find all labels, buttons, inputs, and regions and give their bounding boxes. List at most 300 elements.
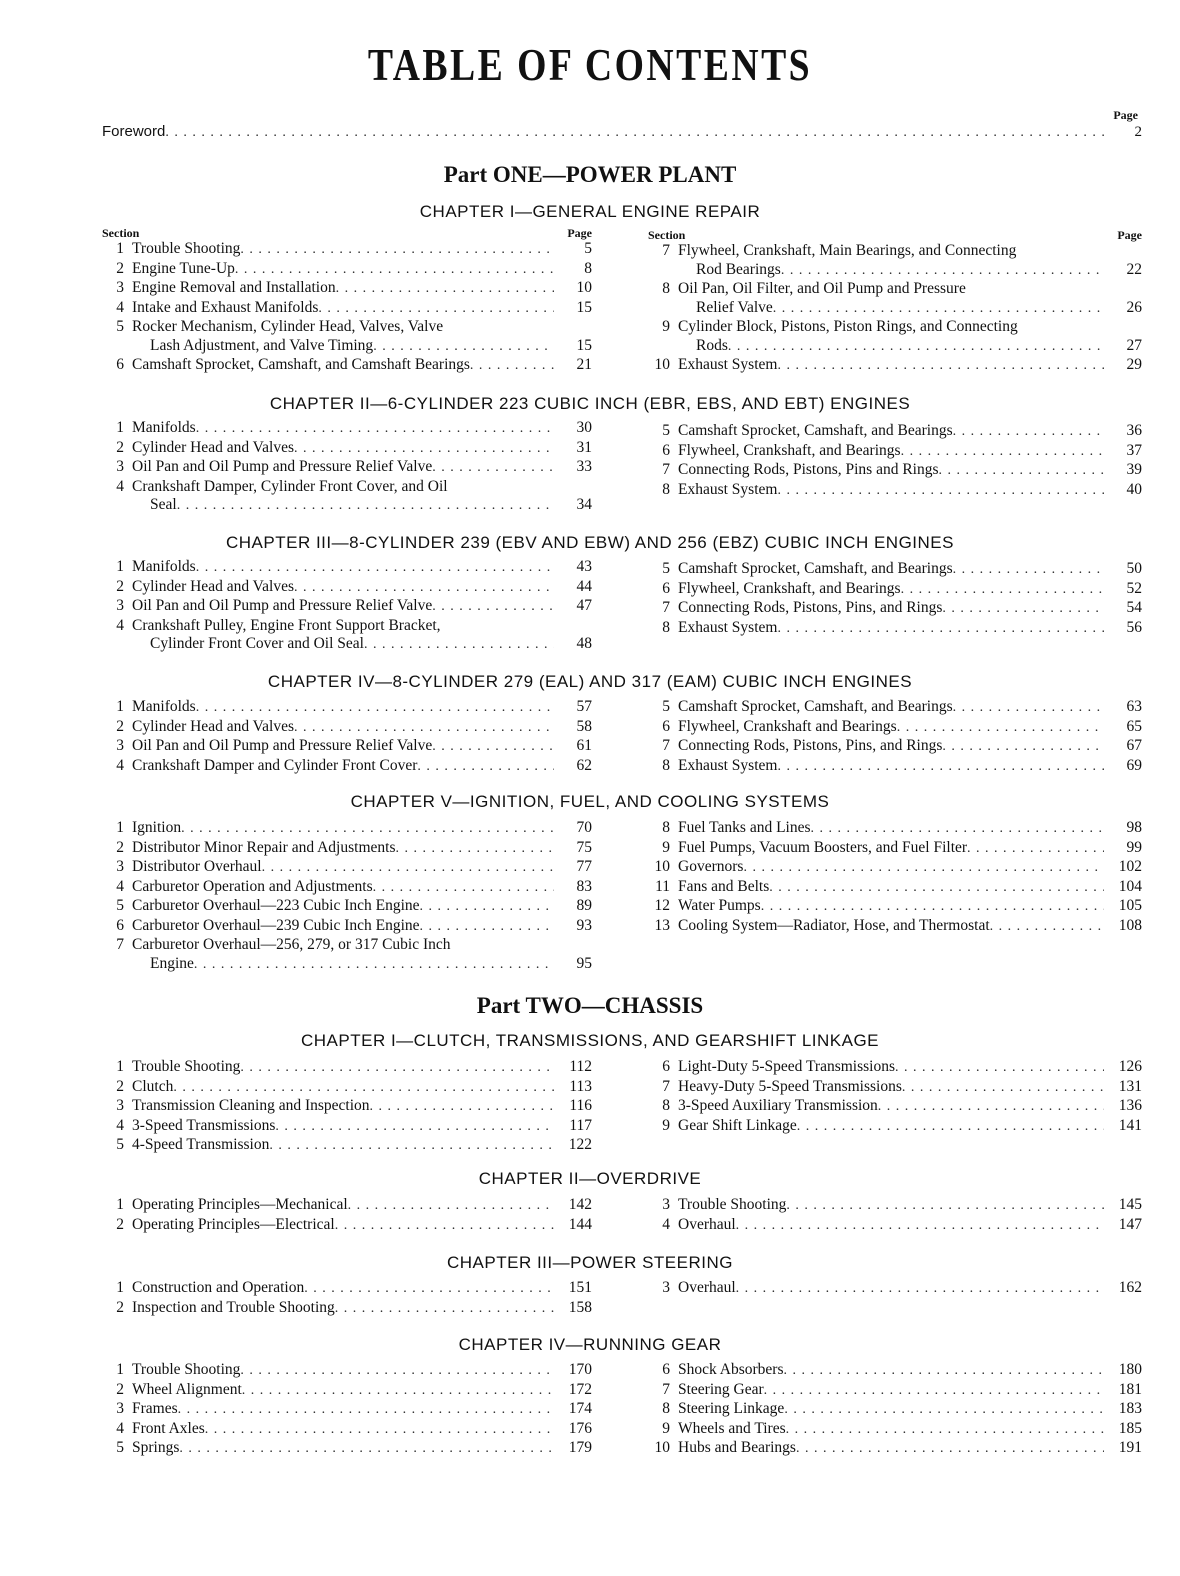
entry-title-line — [132, 718, 554, 738]
section-number: 5 — [662, 560, 670, 577]
entry-title: Hubs and Bearings — [678, 1439, 796, 1456]
entry-title-continued: Lash Adjustment, and Valve Timing — [150, 336, 374, 354]
dot-leader — [242, 1382, 554, 1401]
dot-leader — [786, 1421, 1104, 1440]
toc-column — [648, 1058, 1142, 1136]
dot-leader — [784, 1401, 1104, 1420]
toc-entry-continued[interactable] — [648, 261, 1142, 281]
entry-title: Trouble Shooting — [678, 1196, 787, 1213]
entry-title-line — [678, 878, 1104, 898]
toc-entry[interactable] — [648, 242, 1142, 261]
section-number: 4 — [662, 1215, 670, 1233]
entry-title-line — [678, 1216, 1104, 1236]
toc-entry[interactable] — [102, 936, 592, 955]
entry-title: Water Pumps — [678, 897, 761, 914]
toc-column — [102, 1196, 592, 1235]
dot-leader — [205, 1421, 554, 1440]
toc-entry[interactable] — [102, 1078, 592, 1098]
entry-title: Springs — [132, 1439, 180, 1456]
section-number: 5 — [116, 1439, 124, 1456]
toc-entry-continued[interactable] — [102, 496, 592, 516]
toc-entry[interactable] — [102, 737, 592, 757]
foreword-entry[interactable] — [102, 108, 1142, 141]
dot-leader — [294, 440, 554, 459]
entry-title: Camshaft Sprocket, Camshaft, and Bearings — [678, 560, 953, 577]
entry-title-line — [132, 917, 554, 937]
toc-entry[interactable] — [648, 819, 1142, 839]
entry-title-line — [132, 558, 554, 578]
entry-title: Cylinder Head and Valves — [132, 438, 294, 456]
entry-title: Engine Removal and Installation — [132, 279, 336, 296]
page-number: 180 — [1118, 1361, 1142, 1378]
entry-title-line — [132, 1097, 554, 1117]
entry-title-line — [132, 1279, 554, 1299]
page-number: 179 — [568, 1439, 592, 1456]
section-number: 3 — [116, 597, 124, 614]
toc-entry[interactable] — [648, 917, 1142, 937]
entry-title: Shock Absorbers — [678, 1361, 784, 1378]
dot-leader — [777, 482, 1104, 501]
toc-entry[interactable] — [102, 558, 592, 578]
section-number: 10 — [654, 858, 670, 875]
toc-entry[interactable] — [102, 1361, 592, 1381]
page-number: 95 — [576, 954, 592, 972]
entry-title: Cylinder Head and Valves — [132, 717, 294, 735]
page-number: 75 — [576, 838, 592, 856]
toc-entry[interactable] — [102, 1279, 592, 1299]
toc-entry[interactable] — [648, 599, 1142, 619]
entry-title: Wheel Alignment — [132, 1380, 242, 1398]
toc-column — [102, 1361, 592, 1459]
entry-title-line — [678, 1117, 1104, 1137]
page-number: 21 — [576, 356, 592, 373]
page-number: 15 — [576, 298, 592, 316]
toc-entry[interactable] — [648, 698, 1142, 718]
toc-entry-continued[interactable] — [648, 337, 1142, 357]
toc-entry[interactable] — [102, 1097, 592, 1117]
page-number: 185 — [1118, 1419, 1142, 1437]
section-number: 2 — [116, 838, 124, 856]
entry-title: Connecting Rods, Pistons, Pins, and Rings — [678, 599, 943, 616]
toc-entry[interactable] — [102, 1381, 592, 1401]
toc-entry[interactable] — [102, 878, 592, 898]
entry-title-line — [132, 858, 554, 878]
foreword-label: Foreword — [102, 123, 166, 140]
chapter-heading: CHAPTER II—OVERDRIVE — [478, 1169, 702, 1188]
column-header — [102, 226, 592, 240]
dot-leader — [777, 357, 1104, 376]
entry-title-line — [132, 1216, 554, 1236]
toc-column — [648, 698, 1142, 776]
dot-leader — [773, 300, 1104, 319]
section-number: 1 — [116, 419, 124, 436]
page-number: 26 — [1126, 298, 1142, 316]
chapter-heading: CHAPTER I—CLUTCH, TRANSMISSIONS, AND GEARSHIFT LINKAGE — [300, 1031, 880, 1050]
entry-title: Heavy-Duty 5-Speed Transmissions — [678, 1077, 902, 1095]
toc-entry[interactable] — [648, 1279, 1142, 1299]
section-number: 8 — [662, 1400, 670, 1417]
entry-title-line — [132, 698, 554, 718]
section-number: 10 — [654, 1439, 670, 1456]
dot-leader — [901, 581, 1104, 600]
section-number: 8 — [662, 756, 670, 774]
toc-column — [648, 560, 1142, 638]
dot-leader — [240, 241, 554, 260]
section-number: 7 — [662, 737, 670, 754]
page-number: 8 — [584, 259, 592, 277]
toc-entry[interactable] — [102, 1216, 592, 1236]
toc-column — [648, 422, 1142, 500]
entry-title-line — [678, 917, 1104, 937]
section-number: 7 — [662, 1077, 670, 1095]
dot-leader — [895, 1059, 1104, 1078]
toc-entry[interactable] — [648, 1097, 1142, 1117]
toc-entry[interactable] — [102, 839, 592, 859]
toc-entry[interactable] — [648, 356, 1142, 376]
page-number: 176 — [568, 1419, 592, 1437]
page-number: 105 — [1118, 897, 1142, 914]
toc-entry[interactable] — [648, 619, 1142, 639]
dot-leader — [179, 1440, 554, 1459]
section-number: 8 — [662, 819, 670, 836]
entry-title: Rocker Mechanism, Cylinder Head, Valves, Valve — [132, 318, 444, 335]
toc-entry[interactable] — [102, 1117, 592, 1137]
page-number: 37 — [1126, 441, 1142, 459]
page-number: 116 — [569, 1097, 592, 1114]
dot-leader — [432, 598, 554, 617]
chapter-heading: CHAPTER III—POWER STEERING — [447, 1253, 733, 1272]
entry-title-line — [678, 299, 1104, 319]
entry-title: Crankshaft Damper, Cylinder Front Cover, and Oil — [132, 477, 448, 495]
entry-title-line — [132, 635, 554, 655]
entry-title-line — [678, 1058, 1104, 1078]
section-number: 5 — [116, 1136, 124, 1153]
page-number: 52 — [1126, 579, 1142, 597]
entry-title: Inspection and Trouble Shooting — [132, 1298, 335, 1316]
foreword-page: 2 — [1134, 124, 1142, 140]
entry-title-continued: Seal — [150, 496, 177, 513]
entry-title: Flywheel, Crankshaft, Main Bearings, and Connecting — [678, 242, 1017, 259]
entry-title-line — [132, 1299, 554, 1319]
toc-entry[interactable] — [102, 439, 592, 459]
dot-leader — [269, 1137, 554, 1156]
toc-entry[interactable] — [102, 240, 592, 260]
dot-leader — [275, 1118, 554, 1137]
toc-entry[interactable] — [102, 578, 592, 598]
entry-title: Carburetor Overhaul—239 Cubic Inch Engine — [132, 916, 420, 934]
page-number: 63 — [1126, 698, 1142, 715]
section-number: 3 — [116, 1097, 124, 1114]
section-number: 7 — [662, 599, 670, 616]
page-title: TABLE OF CONTENTS — [367, 39, 813, 90]
toc-column — [648, 228, 1142, 376]
toc-entry[interactable] — [648, 461, 1142, 481]
page-number: 65 — [1126, 717, 1142, 735]
dot-leader — [196, 699, 554, 718]
section-number: 5 — [116, 318, 124, 335]
section-number: 4 — [116, 616, 124, 634]
entry-title-line — [678, 261, 1104, 281]
dot-leader — [728, 338, 1104, 357]
toc-entry[interactable] — [648, 878, 1142, 898]
page-number: 136 — [1118, 1097, 1142, 1114]
section-number: 13 — [654, 916, 670, 934]
entry-title: Trouble Shooting — [132, 1361, 241, 1378]
section-number: 1 — [116, 819, 124, 836]
page-number: 144 — [568, 1215, 592, 1233]
entry-title: Exhaust System — [678, 356, 778, 373]
toc-entry[interactable] — [648, 1420, 1142, 1440]
entry-title-continued: Rods — [696, 336, 728, 354]
toc-entry[interactable] — [102, 279, 592, 299]
toc-entry[interactable] — [102, 897, 592, 917]
entry-title-line — [678, 1279, 1104, 1299]
entry-title: Steering Linkage — [678, 1400, 785, 1417]
entry-title: Cooling System—Radiator, Hose, and Thermostat — [678, 916, 990, 934]
section-number: 7 — [662, 242, 670, 259]
toc-entry[interactable] — [102, 757, 592, 777]
dot-leader — [897, 719, 1104, 738]
entry-title: 3-Speed Transmissions — [132, 1116, 276, 1134]
toc-entry[interactable] — [648, 280, 1142, 299]
toc-entry[interactable] — [648, 1078, 1142, 1098]
section-number: 1 — [116, 1196, 124, 1213]
entry-title-line — [678, 422, 1104, 442]
page-number: 30 — [576, 419, 592, 436]
entry-title-line — [132, 299, 554, 319]
toc-entry-continued[interactable] — [102, 337, 592, 357]
entry-title: Fuel Tanks and Lines — [678, 819, 811, 836]
entry-title: Clutch — [132, 1077, 174, 1095]
section-number: 6 — [116, 356, 124, 373]
entry-title-line — [678, 897, 1104, 917]
entry-title-line — [678, 1381, 1104, 1401]
toc-entry[interactable] — [648, 1439, 1142, 1459]
toc-entry[interactable] — [648, 1117, 1142, 1137]
dot-leader — [781, 262, 1104, 281]
page-number: 181 — [1118, 1380, 1142, 1398]
section-number: 5 — [662, 698, 670, 715]
entry-title-line — [132, 757, 554, 777]
section-number: 1 — [116, 698, 124, 715]
toc-entry[interactable] — [102, 1439, 592, 1459]
toc-entry-continued[interactable] — [102, 635, 592, 655]
toc-entry[interactable] — [648, 1361, 1142, 1381]
dot-leader — [420, 898, 554, 917]
toc-entry[interactable] — [102, 260, 592, 280]
entry-title-line — [132, 1136, 554, 1156]
toc-entry[interactable] — [648, 858, 1142, 878]
dot-leader — [761, 898, 1104, 917]
toc-entry[interactable] — [102, 1299, 592, 1319]
page-number: 191 — [1118, 1439, 1142, 1456]
entry-title: 4-Speed Transmission — [132, 1136, 270, 1153]
toc-entry[interactable] — [102, 819, 592, 839]
dot-leader — [318, 300, 554, 319]
part-one-heading: Part ONE—POWER PLANT — [443, 162, 737, 187]
entry-title: Exhaust System — [678, 618, 778, 636]
dot-leader — [470, 357, 554, 376]
entry-title-line — [132, 1361, 554, 1381]
page-number: 62 — [576, 756, 592, 774]
section-number: 3 — [116, 737, 124, 754]
toc-entry[interactable] — [648, 1381, 1142, 1401]
dot-leader — [942, 600, 1104, 619]
entry-title-line — [132, 439, 554, 459]
entry-title-line — [678, 698, 1104, 718]
entry-title-line — [678, 858, 1104, 878]
page-number: 145 — [1118, 1196, 1142, 1213]
chapter-heading: CHAPTER I—GENERAL ENGINE REPAIR — [419, 202, 761, 221]
section-number: 8 — [662, 1097, 670, 1114]
toc-entry[interactable] — [102, 718, 592, 738]
toc-entry[interactable] — [648, 1216, 1142, 1236]
toc-entry[interactable] — [648, 560, 1142, 580]
toc-entry[interactable] — [648, 1058, 1142, 1078]
section-number: 5 — [662, 422, 670, 439]
section-number: 9 — [662, 1116, 670, 1134]
dot-leader — [953, 561, 1104, 580]
toc-entry[interactable] — [102, 356, 592, 376]
toc-entry[interactable] — [648, 481, 1142, 501]
entry-title-line — [132, 1196, 554, 1216]
dot-leader — [294, 579, 554, 598]
entry-title: Trouble Shooting — [132, 240, 241, 257]
entry-title: Cylinder Block, Pistons, Piston Rings, and Connecting — [678, 318, 1018, 335]
page-number: 39 — [1126, 461, 1142, 478]
toc-entry[interactable] — [102, 597, 592, 617]
dot-leader — [967, 840, 1104, 859]
section-number: 2 — [116, 1077, 124, 1095]
toc-entry[interactable] — [648, 897, 1142, 917]
entry-title: Oil Pan, Oil Filter, and Oil Pump and Pressure — [678, 280, 966, 297]
toc-entry[interactable] — [648, 718, 1142, 738]
toc-entry[interactable] — [102, 419, 592, 439]
dot-leader — [777, 620, 1104, 639]
entry-title-line — [132, 1078, 554, 1098]
dot-leader — [395, 840, 554, 859]
toc-entry-continued[interactable] — [102, 955, 592, 975]
page-number: 98 — [1126, 819, 1142, 836]
entry-title-line — [132, 819, 554, 839]
toc-entry[interactable] — [102, 1136, 592, 1156]
entry-title-continued: Relief Valve — [696, 298, 773, 316]
section-number: 2 — [116, 438, 124, 456]
toc-entry[interactable] — [102, 1400, 592, 1420]
dot-leader — [178, 1401, 554, 1420]
toc-entry[interactable] — [102, 458, 592, 478]
page-column-header: Page — [567, 226, 592, 240]
toc-column — [102, 558, 592, 655]
toc-entry[interactable] — [102, 917, 592, 937]
page-number: 47 — [576, 597, 592, 614]
section-number: 4 — [116, 877, 124, 895]
toc-entry[interactable] — [648, 1400, 1142, 1420]
toc-entry-continued[interactable] — [648, 299, 1142, 319]
page-number: 44 — [576, 577, 592, 595]
toc-entry[interactable] — [102, 1058, 592, 1078]
entry-title-line — [132, 1117, 554, 1137]
toc-entry[interactable] — [102, 1196, 592, 1216]
entry-title: Construction and Operation — [132, 1279, 305, 1296]
page-number: 61 — [576, 737, 592, 754]
section-number: 2 — [116, 1215, 124, 1233]
section-number: 2 — [116, 1298, 124, 1316]
entry-title-line — [132, 279, 554, 299]
entry-title-line — [132, 1058, 554, 1078]
page-number: 151 — [568, 1279, 592, 1296]
toc-entry[interactable] — [102, 1420, 592, 1440]
entry-title: Crankshaft Damper and Cylinder Front Cover — [132, 756, 418, 774]
entry-title-line — [132, 617, 554, 636]
page-number: 36 — [1126, 422, 1142, 439]
section-number: 2 — [116, 577, 124, 595]
page-number: 102 — [1118, 858, 1142, 875]
entry-title: Overhaul — [678, 1215, 736, 1233]
toc-column — [648, 1196, 1142, 1235]
toc-entry[interactable] — [648, 580, 1142, 600]
dot-leader — [364, 636, 554, 655]
entry-title: Connecting Rods, Pistons, Pins and Rings — [678, 461, 939, 478]
entry-title-line — [678, 1196, 1104, 1216]
toc-entry[interactable] — [102, 698, 592, 718]
page-number: 174 — [568, 1400, 592, 1417]
toc-entry[interactable] — [648, 442, 1142, 462]
toc-entry[interactable] — [102, 858, 592, 878]
section-number: 10 — [654, 356, 670, 373]
entry-title-line — [132, 839, 554, 859]
toc-entry[interactable] — [648, 757, 1142, 777]
entry-title-line — [132, 240, 554, 260]
toc-entry[interactable] — [648, 318, 1142, 337]
dot-leader — [348, 1197, 554, 1216]
entry-title: Carburetor Operation and Adjustments — [132, 877, 373, 895]
page-number: 104 — [1118, 877, 1142, 895]
section-number: 3 — [116, 1400, 124, 1417]
entry-title-line — [678, 839, 1104, 859]
toc-entry[interactable] — [648, 737, 1142, 757]
entry-title: Manifolds — [132, 698, 196, 715]
toc-entry[interactable] — [648, 422, 1142, 442]
dot-leader — [240, 1362, 554, 1381]
toc-entry[interactable] — [648, 839, 1142, 859]
toc-column — [102, 698, 592, 776]
section-number: 9 — [662, 1419, 670, 1437]
dot-leader — [335, 1217, 554, 1236]
section-number: 7 — [116, 936, 124, 953]
dot-leader — [194, 956, 554, 975]
toc-entry[interactable] — [102, 617, 592, 636]
toc-entry[interactable] — [102, 299, 592, 319]
entry-title: Steering Gear — [678, 1380, 764, 1398]
chapter-heading: CHAPTER III—8-CYLINDER 239 (EBV AND EBW) AND 256 (EBZ) CUBIC INCH ENGINES — [226, 533, 954, 552]
entry-title: Exhaust System — [678, 756, 778, 774]
dot-leader — [942, 738, 1104, 757]
section-number: 9 — [662, 318, 670, 335]
entry-title-line — [678, 1097, 1104, 1117]
entry-title-line — [132, 597, 554, 617]
entry-title-line — [678, 356, 1104, 376]
toc-column — [102, 819, 592, 974]
entry-title-line — [132, 337, 554, 357]
section-number: 4 — [116, 298, 124, 316]
toc-entry[interactable] — [102, 318, 592, 337]
entry-title-line — [678, 318, 1104, 337]
toc-entry[interactable] — [102, 478, 592, 497]
toc-entry[interactable] — [648, 1196, 1142, 1216]
section-number: 12 — [654, 897, 670, 914]
dot-leader — [953, 423, 1104, 442]
